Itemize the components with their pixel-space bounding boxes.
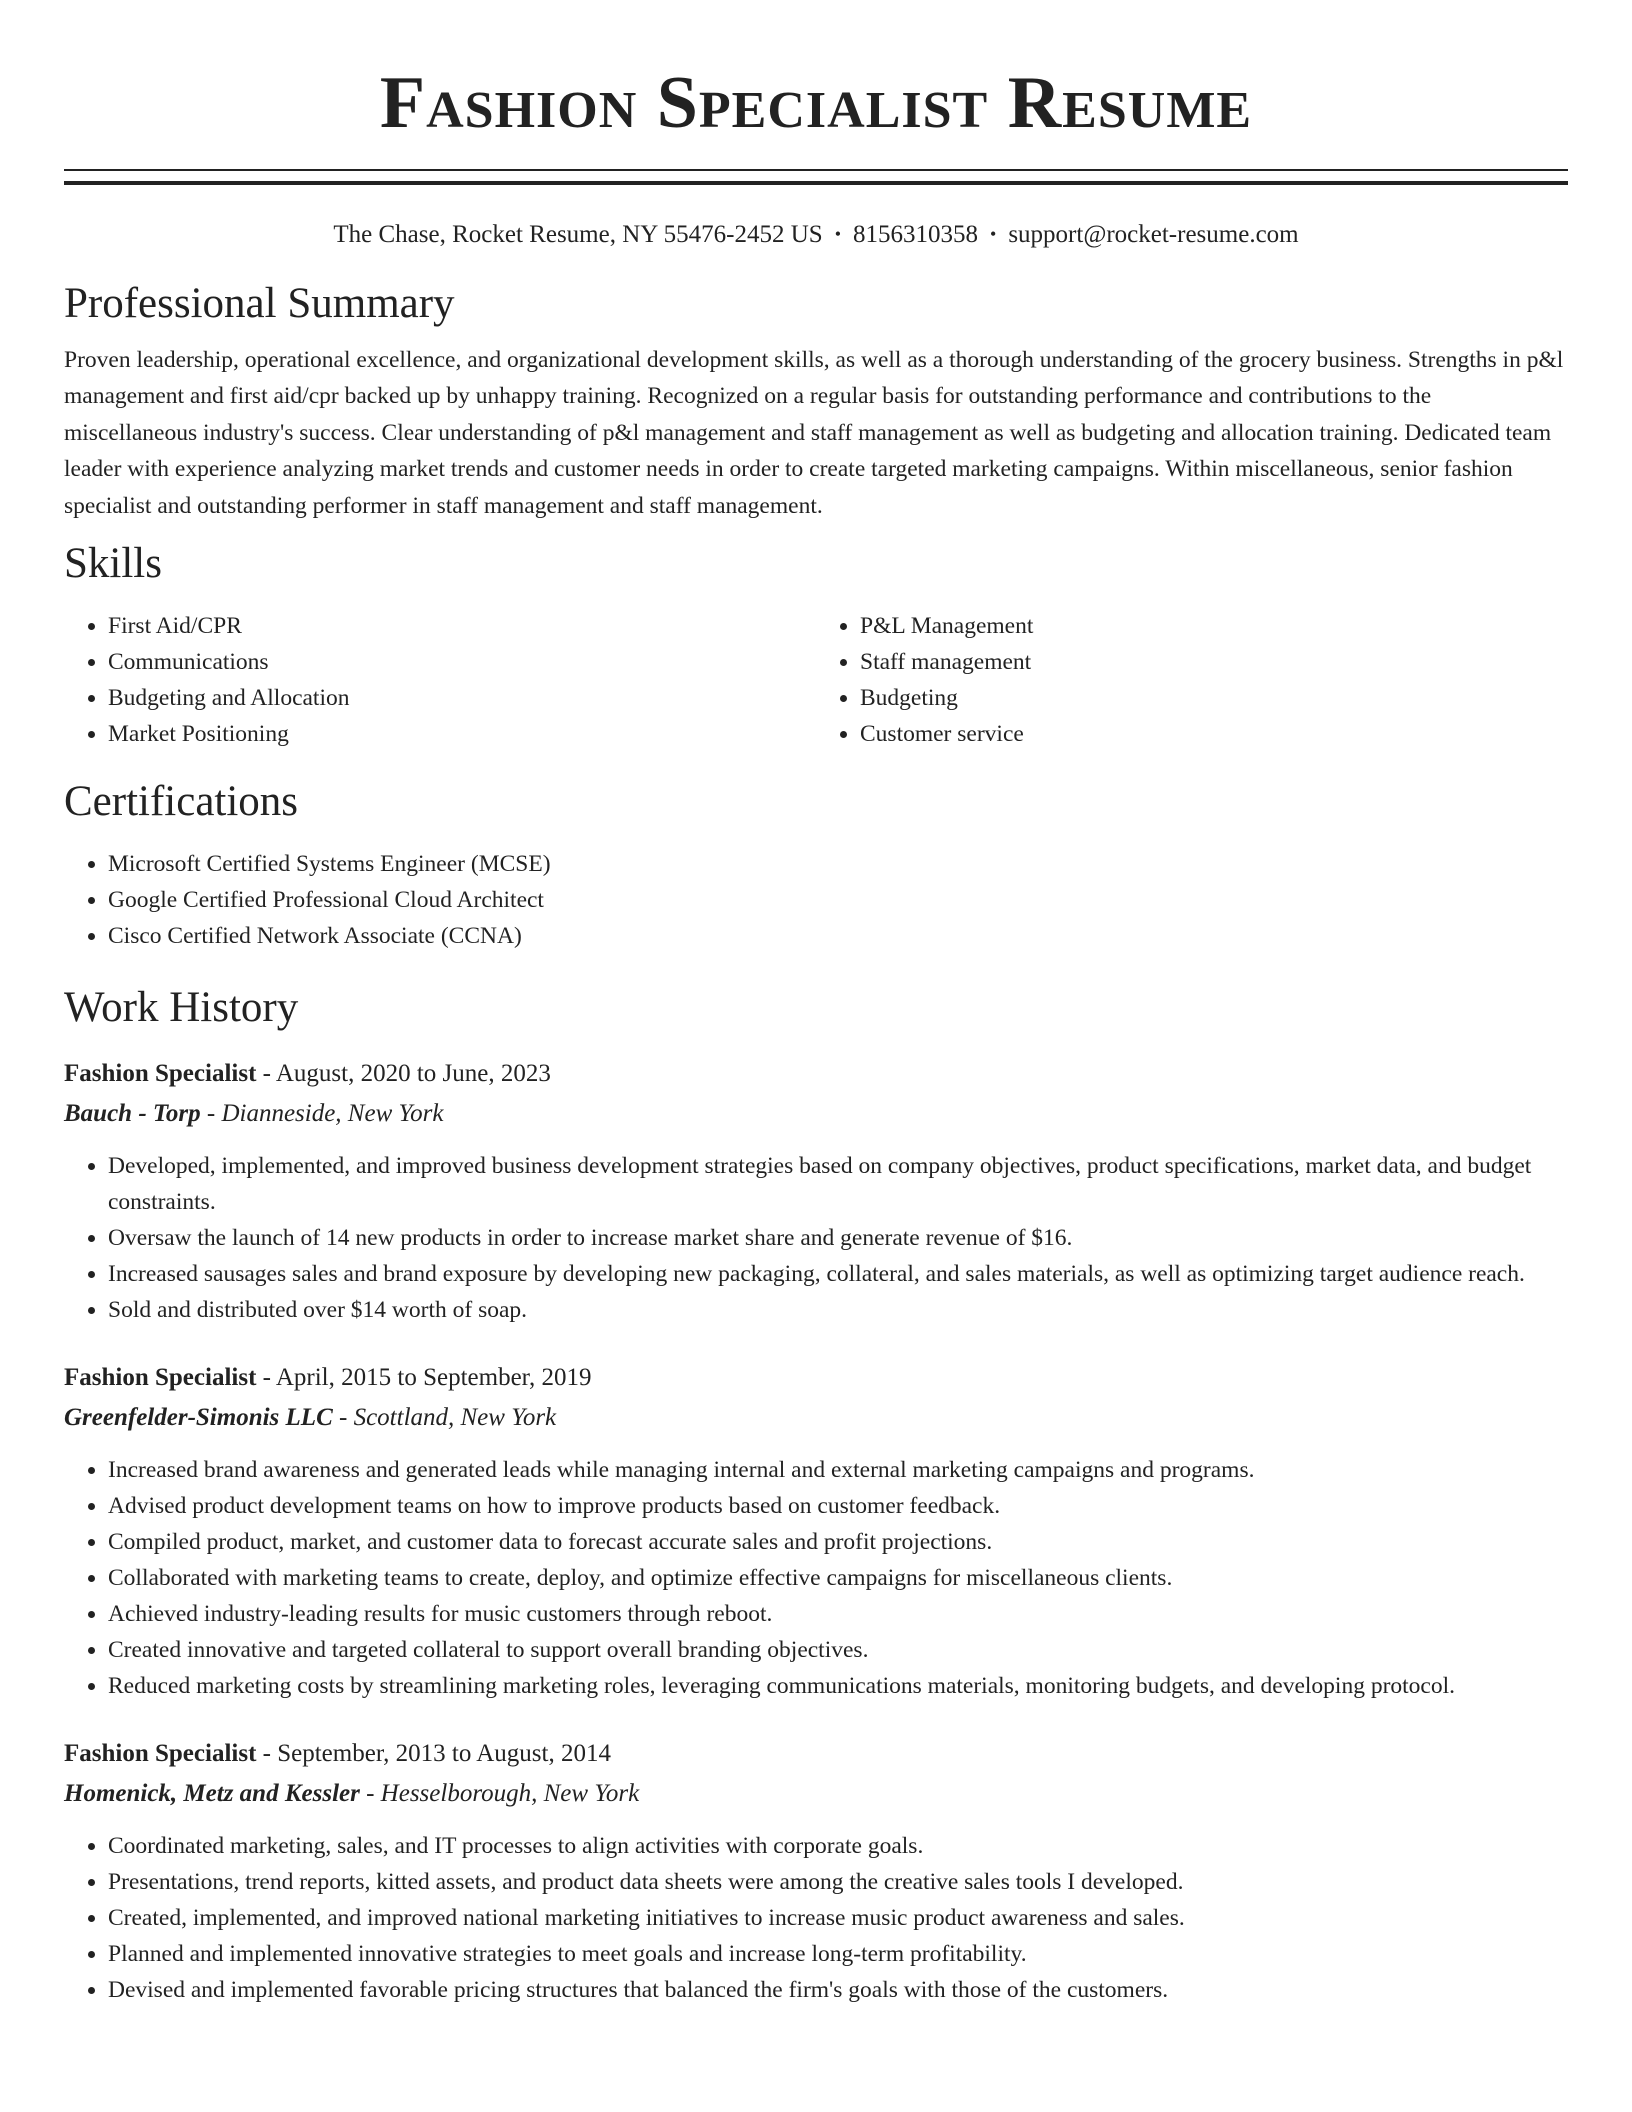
job-company-line: Homenick, Metz and Kessler - Hesselborough, New York (64, 1780, 640, 1808)
job-duty-item: • Coordinated marketing, sales, and IT processes to align activities with corporate goals. (108, 1828, 1568, 1864)
section-heading-certifications: Certifications (64, 778, 299, 826)
job-dates: April, 2015 to September, 2019 (275, 1364, 592, 1392)
job-company: Greenfelder-Simonis LLC (64, 1404, 333, 1432)
job-role: Fashion Specialist (64, 1060, 257, 1088)
job-duty-item: • Achieved industry-leading results for music customers through reboot. (108, 1596, 1568, 1632)
job-location: Scottland, New York (353, 1404, 557, 1432)
skill-item: • P&L Management (860, 608, 1568, 644)
contact-address: The Chase, Rocket Resume, NY 55476-2452 US (333, 221, 823, 248)
job-duty-item: • Advised product development teams on how to improve products based on customer feedback. (108, 1488, 1568, 1524)
skill-item: • Market Positioning (108, 716, 816, 752)
certifications-list (64, 846, 1568, 954)
contact-line (64, 217, 1568, 252)
skill-item: • Customer service (860, 716, 1568, 752)
job-duty-item: • Planned and implemented innovative strategies to meet goals and increase long-term profitability. (108, 1936, 1568, 1972)
job-duty-item: • Developed, implemented, and improved business development strategies based on company objectives, product specifications, market data, and budget constraints. (108, 1148, 1568, 1220)
skill-item: • Staff management (860, 644, 1568, 680)
job-entry (64, 1054, 1568, 1328)
professional-summary-section (64, 276, 1568, 524)
certification-item: • Google Certified Professional Cloud Architect (108, 882, 1568, 918)
certification-item: • Cisco Certified Network Associate (CCNA) (108, 918, 1568, 954)
job-duty-item: • Sold and distributed over $14 worth of soap. (108, 1292, 1568, 1328)
job-company: Homenick, Metz and Kessler (64, 1780, 360, 1808)
skills-list-left (64, 608, 816, 752)
summary-text: Proven leadership, operational excellence, and organizational development skills, as well as a thorough understanding of the grocery business. Strengths in p&l management and first aid/cpr backed up by unhappy training. Recognized on a regular basis for outstanding performance and contributions to the miscellaneous industry's success. Clear understanding of p&l management and staff management as well as budgeting and allocation training. Dedicated team leader with experience analyzing market trends and customer needs in order to create targeted marketing campaigns. Within miscellaneous, senior fashion specialist and outstanding performer in staff management and staff management. (64, 347, 1564, 519)
job-company-line: Greenfelder-Simonis LLC - Scottland, New York (64, 1404, 557, 1432)
section-heading-work-history: Work History (64, 984, 299, 1032)
job-title-line: Fashion Specialist - August, 2020 to June, 2023 (64, 1060, 551, 1088)
title-double-rule (64, 169, 1568, 185)
skills-columns (64, 608, 1568, 752)
contact-separator: • (990, 224, 997, 244)
job-dates: August, 2020 to June, 2023 (275, 1060, 551, 1088)
job-duty-item: • Devised and implemented favorable pricing structures that balanced the firm's goals with those of the customers. (108, 1972, 1568, 2008)
job-title-line: Fashion Specialist - April, 2015 to September, 2019 (64, 1364, 592, 1392)
job-role: Fashion Specialist (64, 1740, 257, 1768)
job-duties-list (64, 1148, 1568, 1328)
job-duty-item: • Oversaw the launch of 14 new products in order to increase market share and generate revenue of $16. (108, 1220, 1568, 1256)
job-entry (64, 1734, 1568, 2008)
job-duty-item: • Compiled product, market, and customer data to forecast accurate sales and profit projections. (108, 1524, 1568, 1560)
job-duties-list (64, 1828, 1568, 2008)
job-duty-item: • Presentations, trend reports, kitted assets, and product data sheets were among the creative sales tools I developed. (108, 1864, 1568, 1900)
job-role: Fashion Specialist (64, 1364, 257, 1392)
section-heading-summary: Professional Summary (64, 280, 455, 327)
skills-list-right (816, 608, 1568, 752)
contact-phone: 8156310358 (853, 221, 978, 248)
skills-section (64, 536, 1568, 752)
certifications-section (64, 774, 1568, 954)
job-location: Dianneside, New York (221, 1100, 444, 1128)
job-company: Bauch - Torp (64, 1100, 201, 1128)
skill-item: • Communications (108, 644, 816, 680)
job-duty-item: • Reduced marketing costs by streamlining marketing roles, leveraging communications materials, monitoring budgets, and developing protocol. (108, 1668, 1568, 1704)
job-duty-item: • Created innovative and targeted collateral to support overall branding objectives. (108, 1632, 1568, 1668)
job-title-line: Fashion Specialist - September, 2013 to August, 2014 (64, 1740, 611, 1768)
work-history-section (64, 980, 1568, 2008)
skill-item: • Budgeting (860, 680, 1568, 716)
certification-item: • Microsoft Certified Systems Engineer (MCSE) (108, 846, 1568, 882)
page-title: Fashion Specialist Resume (379, 62, 1253, 144)
job-entry (64, 1358, 1568, 1704)
contact-separator: • (834, 224, 841, 244)
job-location: Hesselborough, New York (380, 1780, 640, 1808)
section-heading-skills: Skills (64, 540, 162, 588)
job-duty-item: • Increased sausages sales and brand exposure by developing new packaging, collateral, and sales materials, as well as optimizing target audience reach. (108, 1256, 1568, 1292)
skill-item: • First Aid/CPR (108, 608, 816, 644)
job-dates: September, 2013 to August, 2014 (277, 1740, 611, 1768)
job-duty-item: • Created, implemented, and improved national marketing initiatives to increase music product awareness and sales. (108, 1900, 1568, 1936)
job-company-line: Bauch - Torp - Dianneside, New York (64, 1100, 444, 1128)
job-duty-item: • Increased brand awareness and generated leads while managing internal and external marketing campaigns and programs. (108, 1452, 1568, 1488)
job-duty-item: • Collaborated with marketing teams to create, deploy, and optimize effective campaigns for miscellaneous clients. (108, 1560, 1568, 1596)
contact-email: support@rocket-resume.com (1008, 221, 1299, 248)
skill-item: • Budgeting and Allocation (108, 680, 816, 716)
job-duties-list (64, 1452, 1568, 1704)
